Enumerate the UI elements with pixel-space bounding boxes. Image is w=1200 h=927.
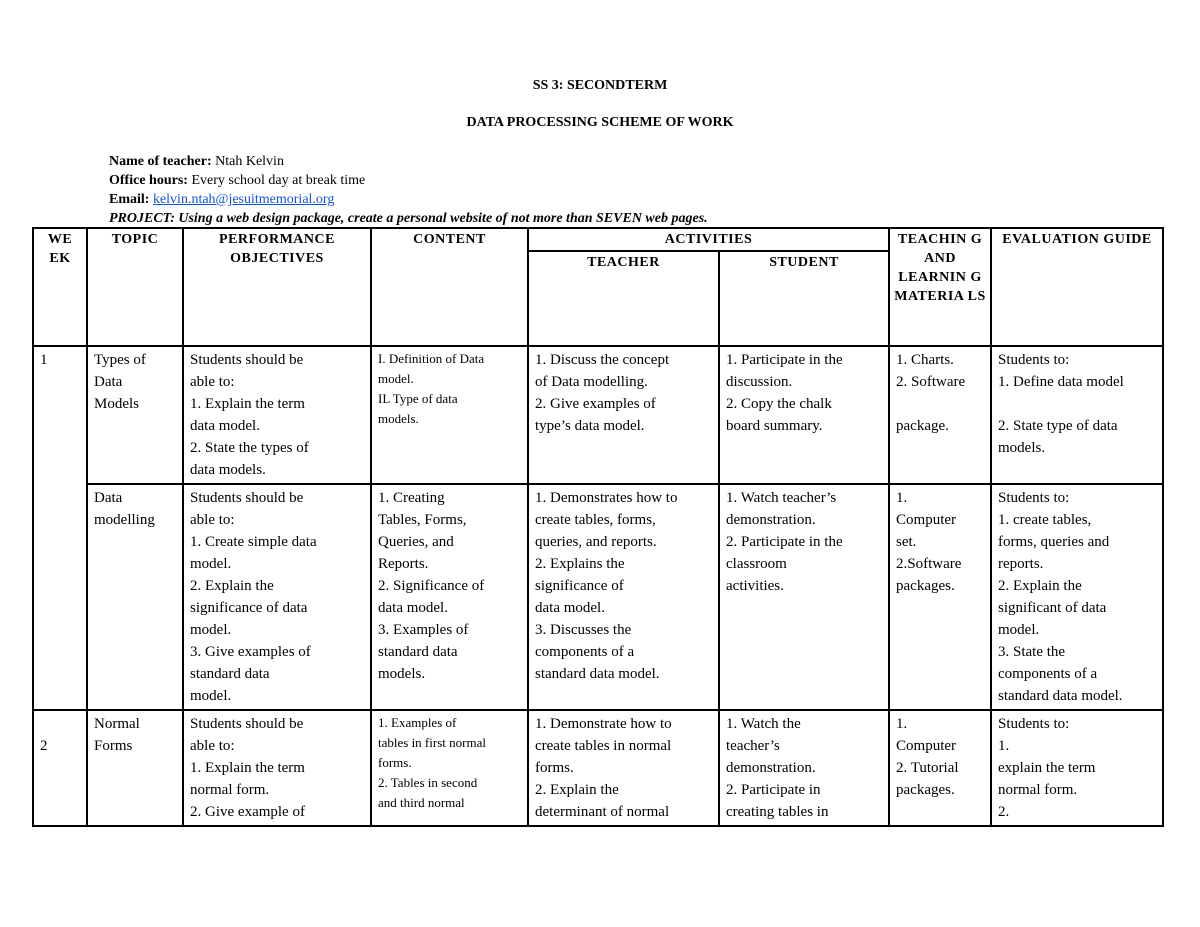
cell-line: 2. Explain the [535, 782, 619, 798]
teacher-activity-cell [528, 710, 719, 826]
cell-line: Students should be [190, 352, 304, 368]
content-cell [371, 710, 528, 826]
cell-line: IL Type of data [378, 391, 458, 406]
cell-line: 1. Create simple data [190, 534, 317, 550]
cell-line: components of a [998, 666, 1098, 682]
cell-line: I. Definition of Data [378, 351, 485, 366]
week-number: 2 [40, 738, 48, 754]
cell-line: packages. [896, 782, 955, 798]
cell-line: type’s data model. [535, 418, 645, 434]
cell-line: 1. Define data model [998, 374, 1124, 390]
cell-line: 1. Participate in the [726, 352, 843, 368]
cell-line: demonstration. [726, 760, 816, 776]
student-activity-cell [719, 346, 889, 484]
student-activity-cell [719, 710, 889, 826]
teacher-activity-cell [528, 484, 719, 710]
cell-line: significance of [535, 578, 624, 594]
cell-line: packages. [896, 578, 955, 594]
cell-line: normal form. [998, 782, 1078, 798]
cell-line: able to: [190, 374, 235, 390]
cell-line: 1. Demonstrate how to [535, 716, 672, 732]
cell-line: data models. [190, 462, 266, 478]
cell-line: Reports. [378, 556, 429, 572]
week-cell [33, 710, 87, 826]
evaluation-cell [991, 710, 1163, 826]
cell-line: 2. Significance of [378, 578, 485, 594]
content-cell [371, 346, 528, 484]
cell-line [896, 393, 984, 415]
table-row [33, 710, 1163, 826]
email-line [109, 190, 334, 209]
cell-line: 2. Tables in second [378, 775, 478, 790]
cell-line: 1. Creating [378, 490, 445, 506]
office-hours-line [109, 171, 365, 190]
email-link[interactable]: kelvin.ntah@jesuitmemorial.org [152, 192, 335, 207]
table-row [33, 484, 1163, 710]
cell-line: data model. [378, 600, 448, 616]
cell-line: Tables, Forms, [378, 512, 467, 528]
header-content: CONTENT [371, 228, 528, 346]
cell-line: Data [94, 374, 123, 390]
cell-line: significance of data [190, 600, 308, 616]
cell-line: Normal [94, 716, 140, 732]
cell-line: 2. Give examples of [535, 396, 656, 412]
materials-cell [889, 346, 991, 484]
cell-line: 2. State the types of [190, 440, 309, 456]
cell-line: Queries, and [378, 534, 454, 550]
cell-line: 3. Give examples of [190, 644, 311, 660]
cell-line: package. [896, 418, 949, 434]
cell-line: 1. Discuss the concept [535, 352, 670, 368]
scheme-table [32, 227, 1164, 827]
cell-line: discussion. [726, 374, 793, 390]
cell-line: 2. Participate in [726, 782, 821, 798]
cell-line: components of a [535, 644, 635, 660]
cell-line: tables in first normal [378, 735, 486, 750]
cell-line: 2. Tutorial [896, 760, 959, 776]
cell-line: data model. [190, 418, 260, 434]
cell-line: model. [998, 622, 1040, 638]
cell-line: 2. Participate in the [726, 534, 843, 550]
cell-line: forms. [378, 755, 412, 770]
cell-line: standard data [378, 644, 458, 660]
content-cell [371, 484, 528, 710]
cell-line: 1. Watch teacher’s [726, 490, 837, 506]
cell-line: 2. Give example of [190, 804, 305, 820]
cell-line: Models [94, 396, 139, 412]
cell-line: classroom [726, 556, 787, 572]
cell-line: 2. Explain the [190, 578, 274, 594]
cell-line: forms. [535, 760, 574, 776]
cell-line: of Data modelling. [535, 374, 648, 390]
teacher-line [109, 152, 284, 171]
cell-line: 2. Copy the chalk [726, 396, 832, 412]
cell-line: models. [998, 440, 1046, 456]
teacher-label: Name of teacher: [109, 154, 212, 169]
cell-line: forms, queries and [998, 534, 1110, 550]
student-activity-cell [719, 484, 889, 710]
cell-line: model. [190, 622, 232, 638]
cell-line: 1. Examples of [378, 715, 457, 730]
cell-line: able to: [190, 512, 235, 528]
cell-line: significant of data [998, 600, 1107, 616]
header-topic: TOPIC [87, 228, 183, 346]
office-hours-value: Every school day at break time [191, 173, 366, 188]
cell-line [998, 393, 1156, 415]
cell-line: reports. [998, 556, 1044, 572]
cell-line: standard data model. [998, 688, 1123, 704]
cell-line: activities. [726, 578, 784, 594]
cell-line: model. [190, 688, 232, 704]
cell-line: teacher’s [726, 738, 780, 754]
cell-line: 1. Demonstrates how to [535, 490, 678, 506]
cell-line: Data [94, 490, 123, 506]
evaluation-cell [991, 346, 1163, 484]
header-student: STUDENT [719, 251, 889, 346]
document-subtitle: DATA PROCESSING SCHEME OF WORK [466, 115, 734, 130]
cell-line: 1. Explain the term [190, 396, 305, 412]
cell-line: 1. [998, 738, 1010, 754]
cell-line: demonstration. [726, 512, 816, 528]
cell-line: 1. [896, 490, 908, 506]
cell-line: create tables in normal [535, 738, 672, 754]
header-teacher: TEACHER [528, 251, 719, 346]
cell-line: 2.Software [896, 556, 962, 572]
project-line: PROJECT: Using a web design package, create a personal website of not more than SEVEN web pages. [109, 211, 708, 226]
cell-line: 3. Discusses the [535, 622, 632, 638]
cell-line: explain the term [998, 760, 1096, 776]
topic-cell [87, 484, 183, 710]
table-row [33, 346, 1163, 484]
header-objectives: PERFORMANCE OBJECTIVES [183, 228, 371, 346]
header-materials: TEACHIN G AND LEARNIN G MATERIA LS [889, 228, 991, 346]
materials-cell [889, 484, 991, 710]
objectives-cell [183, 710, 371, 826]
week-cell [33, 346, 87, 710]
cell-line: queries, and reports. [535, 534, 657, 550]
materials-cell [889, 710, 991, 826]
objectives-cell [183, 346, 371, 484]
cell-line: 1. Explain the term [190, 760, 305, 776]
cell-line: 2. Explains the [535, 556, 625, 572]
cell-line: board summary. [726, 418, 823, 434]
cell-line: Computer [896, 512, 957, 528]
cell-line: create tables, forms, [535, 512, 656, 528]
cell-line: 1. [896, 716, 908, 732]
cell-line: 2. State type of data [998, 418, 1118, 434]
email-label: Email: [109, 192, 150, 207]
evaluation-cell [991, 484, 1163, 710]
topic-cell [87, 346, 183, 484]
cell-line: 3. State the [998, 644, 1066, 660]
week-number: 1 [40, 352, 48, 368]
cell-line: determinant of normal [535, 804, 670, 820]
cell-line: 3. Examples of [378, 622, 469, 638]
cell-line: Forms [94, 738, 133, 754]
cell-line: model. [190, 556, 232, 572]
cell-line: standard data [190, 666, 270, 682]
cell-line: set. [896, 534, 917, 550]
header-week: WE EK [33, 228, 87, 346]
header-evaluation: EVALUATION GUIDE [991, 228, 1163, 346]
cell-line: 1. Charts. [896, 352, 954, 368]
cell-line: Computer [896, 738, 957, 754]
cell-line: 1. Watch the [726, 716, 801, 732]
cell-line: 1. create tables, [998, 512, 1092, 528]
cell-line: creating tables in [726, 804, 829, 820]
teacher-value: Ntah Kelvin [215, 154, 284, 169]
cell-line: models. [378, 411, 419, 426]
cell-line: able to: [190, 738, 235, 754]
cell-line: Students should be [190, 716, 304, 732]
cell-line: Students to: [998, 716, 1070, 732]
header-row [33, 228, 1163, 251]
header-activities: ACTIVITIES [528, 228, 889, 251]
teacher-activity-cell [528, 346, 719, 484]
cell-line: Students to: [998, 352, 1070, 368]
topic-cell [87, 710, 183, 826]
cell-line: data model. [535, 600, 605, 616]
document-title: SS 3: SECONDTERM [532, 78, 668, 93]
cell-line: modelling [94, 512, 155, 528]
cell-line: normal form. [190, 782, 270, 798]
cell-line: 2. Explain the [998, 578, 1082, 594]
cell-line: models. [378, 666, 426, 682]
cell-line: 2. Software [896, 374, 966, 390]
office-hours-label: Office hours: [109, 173, 188, 188]
objectives-cell [183, 484, 371, 710]
cell-line: and third normal [378, 795, 465, 810]
cell-line: model. [378, 371, 414, 386]
cell-line: Students should be [190, 490, 304, 506]
cell-line: standard data model. [535, 666, 660, 682]
cell-line: Students to: [998, 490, 1070, 506]
cell-line: Types of [94, 352, 146, 368]
cell-line: 2. [998, 804, 1010, 820]
